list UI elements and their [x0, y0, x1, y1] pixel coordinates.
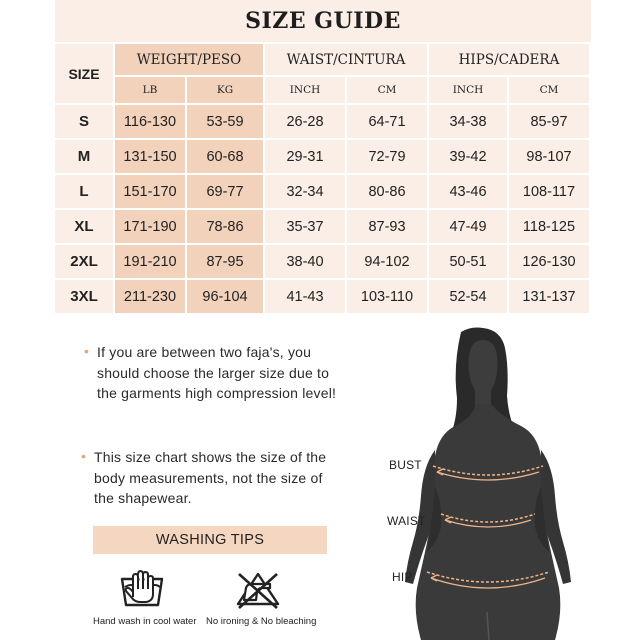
- size-chart-table: [55, 44, 591, 315]
- washing-tips-title: WASHING TIPS: [155, 532, 265, 548]
- table-row: [55, 210, 591, 245]
- table-cell-hips-in: 34-38: [429, 105, 509, 140]
- bust-label: BUST: [389, 458, 422, 472]
- table-cell-kg: 53-59: [187, 105, 265, 140]
- hand-wash-icon: [116, 567, 168, 609]
- table-cell-size: 3XL: [55, 280, 115, 315]
- body-silhouette-figure: [383, 326, 593, 640]
- table-cell-hips-in: 39-42: [429, 140, 509, 175]
- note-body-measurements: [81, 447, 346, 509]
- table-cell-kg: 87-95: [187, 245, 265, 280]
- table-cell-waist-in: 29-31: [265, 140, 347, 175]
- table-cell-size: S: [55, 105, 115, 140]
- table-cell-waist-in: 26-28: [265, 105, 347, 140]
- size-column-header: SIZE: [55, 44, 115, 105]
- table-cell-hips-cm: 131-137: [509, 280, 591, 315]
- table-cell-waist-in: 41-43: [265, 280, 347, 315]
- weight-group-header: WEIGHT/PESO: [115, 44, 265, 77]
- waist-label: WAIST: [387, 514, 426, 528]
- page-title: SIZE GUIDE: [245, 8, 401, 34]
- table-cell-lb: 191-210: [115, 245, 187, 280]
- hip-label: HIP: [392, 570, 413, 584]
- table-cell-hips-cm: 118-125: [509, 210, 591, 245]
- hips-group-header: HIPS/CADERA: [429, 44, 591, 77]
- table-cell-hips-in: 50-51: [429, 245, 509, 280]
- table-cell-hips-in: 52-54: [429, 280, 509, 315]
- bullet-icon: •: [84, 343, 90, 359]
- table-cell-waist-cm: 94-102: [347, 245, 429, 280]
- table-cell-kg: 60-68: [187, 140, 265, 175]
- table-cell-lb: 116-130: [115, 105, 187, 140]
- table-cell-hips-in: 43-46: [429, 175, 509, 210]
- unit-hips-inch: INCH: [429, 77, 509, 105]
- table-row: [55, 280, 591, 315]
- unit-waist-inch: INCH: [265, 77, 347, 105]
- table-cell-size: 2XL: [55, 245, 115, 280]
- hand-wash-caption: Hand wash in cool water: [93, 616, 197, 627]
- title-bar: [55, 0, 591, 42]
- silhouette-icon: [383, 326, 593, 640]
- washing-tips-heading: [93, 526, 327, 554]
- table-cell-lb: 131-150: [115, 140, 187, 175]
- waist-group-header: WAIST/CINTURA: [265, 44, 429, 77]
- table-row: [55, 140, 591, 175]
- unit-waist-cm: CM: [347, 77, 429, 105]
- table-cell-waist-in: 38-40: [265, 245, 347, 280]
- table-row: [55, 105, 591, 140]
- table-cell-hips-in: 47-49: [429, 210, 509, 245]
- table-cell-hips-cm: 98-107: [509, 140, 591, 175]
- table-cell-waist-cm: 64-71: [347, 105, 429, 140]
- table-cell-hips-cm: 126-130: [509, 245, 591, 280]
- no-iron-caption: No ironing & No bleaching: [206, 616, 317, 627]
- table-cell-hips-cm: 108-117: [509, 175, 591, 210]
- table-cell-size: M: [55, 140, 115, 175]
- unit-kg: KG: [187, 77, 265, 105]
- note-text: If you are between two faja's, you should choose the larger size due to the garments high compression level!: [97, 344, 337, 401]
- table-cell-lb: 171-190: [115, 210, 187, 245]
- table-cell-lb: 151-170: [115, 175, 187, 210]
- table-cell-size: XL: [55, 210, 115, 245]
- table-cell-waist-in: 35-37: [265, 210, 347, 245]
- table-cell-kg: 69-77: [187, 175, 265, 210]
- table-cell-waist-cm: 103-110: [347, 280, 429, 315]
- table-cell-waist-in: 32-34: [265, 175, 347, 210]
- note-text: This size chart shows the size of the body measurements, not the size of the shapewear.: [94, 449, 327, 506]
- no-iron-no-bleach-icon: [234, 570, 282, 610]
- table-body: [55, 105, 591, 315]
- bullet-icon: •: [81, 448, 87, 464]
- table-header-row: [55, 44, 591, 77]
- table-cell-kg: 78-86: [187, 210, 265, 245]
- unit-hips-cm: CM: [509, 77, 591, 105]
- table-row: [55, 175, 591, 210]
- unit-lb: LB: [115, 77, 187, 105]
- table-cell-size: L: [55, 175, 115, 210]
- table-cell-waist-cm: 87-93: [347, 210, 429, 245]
- table-cell-lb: 211-230: [115, 280, 187, 315]
- table-unit-row: [55, 77, 591, 105]
- table-cell-hips-cm: 85-97: [509, 105, 591, 140]
- table-row: [55, 245, 591, 280]
- table-cell-waist-cm: 72-79: [347, 140, 429, 175]
- table-cell-kg: 96-104: [187, 280, 265, 315]
- note-between-sizes: [84, 342, 353, 404]
- table-cell-waist-cm: 80-86: [347, 175, 429, 210]
